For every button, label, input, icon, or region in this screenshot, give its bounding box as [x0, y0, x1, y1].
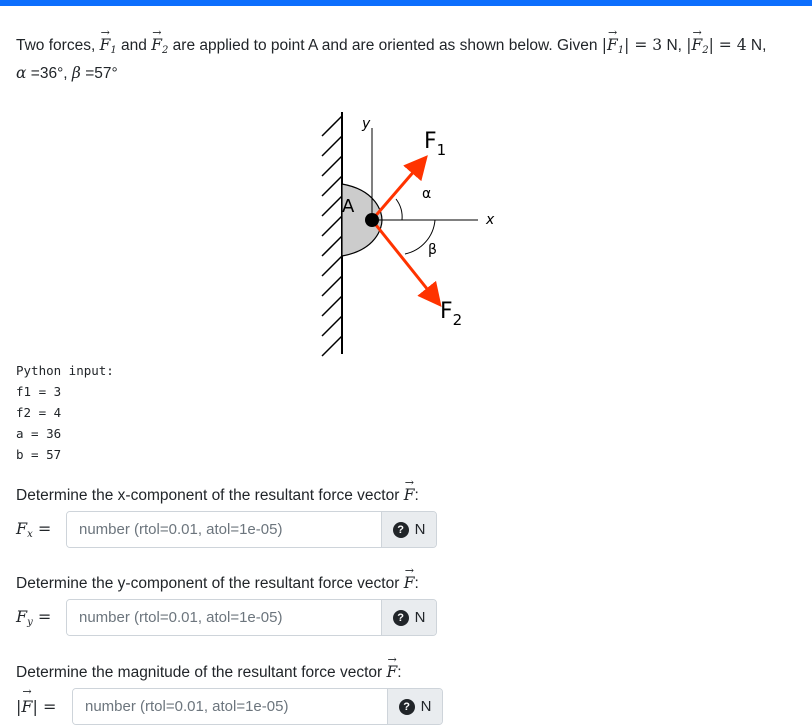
problem-text-before: Two forces, — [16, 37, 96, 54]
alpha-symbol: α — [16, 64, 27, 82]
fx-label: $F_x$ = — [16, 519, 52, 540]
beta-value: =57° — [85, 65, 118, 82]
answer-row-fy — [16, 599, 796, 636]
alpha-label: α — [422, 186, 432, 202]
fy-input[interactable] — [67, 600, 381, 635]
problem-text-after: are applied to point A and are oriented as shown below. Given — [172, 37, 598, 54]
fy-help-icon[interactable]: ? — [393, 610, 409, 626]
x-axis-label: x — [486, 212, 495, 228]
problem-text-and: and — [121, 37, 147, 54]
force-diagram — [300, 108, 530, 358]
point-a-label: A — [342, 196, 355, 217]
fy-addon — [381, 600, 436, 635]
question-magnitude — [16, 660, 796, 725]
magnitude-input-group — [72, 688, 443, 725]
y-axis-label: y — [362, 116, 371, 132]
f2-arrow — [372, 220, 436, 300]
question-fx — [16, 483, 796, 548]
fx-addon — [381, 512, 436, 547]
python-line-a: a = 36 — [16, 426, 62, 441]
python-line-f1: f1 = 3 — [16, 384, 62, 399]
f1-vector-symbol: → $F_1$ — [100, 34, 117, 62]
f2-label: $F_2$ — [440, 299, 463, 329]
wall-hatching — [322, 116, 342, 356]
f2-magnitude-expr: |→ $F_2| = 4$ — [686, 36, 746, 54]
magnitude-unit: N — [420, 698, 432, 715]
answer-row-fx — [16, 511, 796, 548]
magnitude-label: |→ F| = — [16, 697, 72, 716]
unit-n-2: N, — [750, 37, 767, 54]
python-line-b: b = 57 — [16, 447, 62, 462]
beta-symbol: β — [71, 64, 81, 82]
answer-row-magnitude — [16, 688, 796, 725]
unit-n-1: N, — [666, 37, 682, 54]
alpha-arc — [396, 199, 402, 220]
fx-input-group — [66, 511, 437, 548]
question-fx-text: Determine the x-component of the resultant force vector → F: — [16, 483, 796, 507]
fx-help-icon[interactable]: ? — [393, 522, 409, 538]
fy-input-group — [66, 599, 437, 636]
f2-vector-symbol: → $F_2$ — [151, 34, 168, 62]
python-input-header: Python input: — [16, 363, 114, 378]
magnitude-addon — [387, 689, 442, 724]
question-fy-text: Determine the y-component of the resultant force vector → F: — [16, 571, 796, 595]
point-a-dot — [365, 213, 379, 227]
beta-label: β — [428, 242, 437, 258]
problem-statement — [16, 34, 796, 85]
alpha-value: =36°, — [30, 65, 68, 82]
f1-magnitude-expr: |→ $F_1| = 3$ — [602, 36, 662, 54]
question-magnitude-text: Determine the magnitude of the resultant force vector → F: — [16, 660, 796, 684]
f1-arrow — [372, 162, 422, 220]
f1-label: $F_1$ — [424, 129, 447, 159]
python-line-f2: f2 = 4 — [16, 405, 62, 420]
question-fy — [16, 571, 796, 636]
python-input-block — [16, 360, 114, 465]
fx-input[interactable] — [67, 512, 381, 547]
magnitude-help-icon[interactable]: ? — [399, 699, 415, 715]
top-accent-bar — [0, 0, 812, 6]
fy-label: $F_y$ = — [16, 607, 52, 628]
magnitude-input[interactable] — [73, 689, 387, 724]
fx-unit: N — [414, 521, 426, 538]
fy-unit: N — [414, 609, 426, 626]
